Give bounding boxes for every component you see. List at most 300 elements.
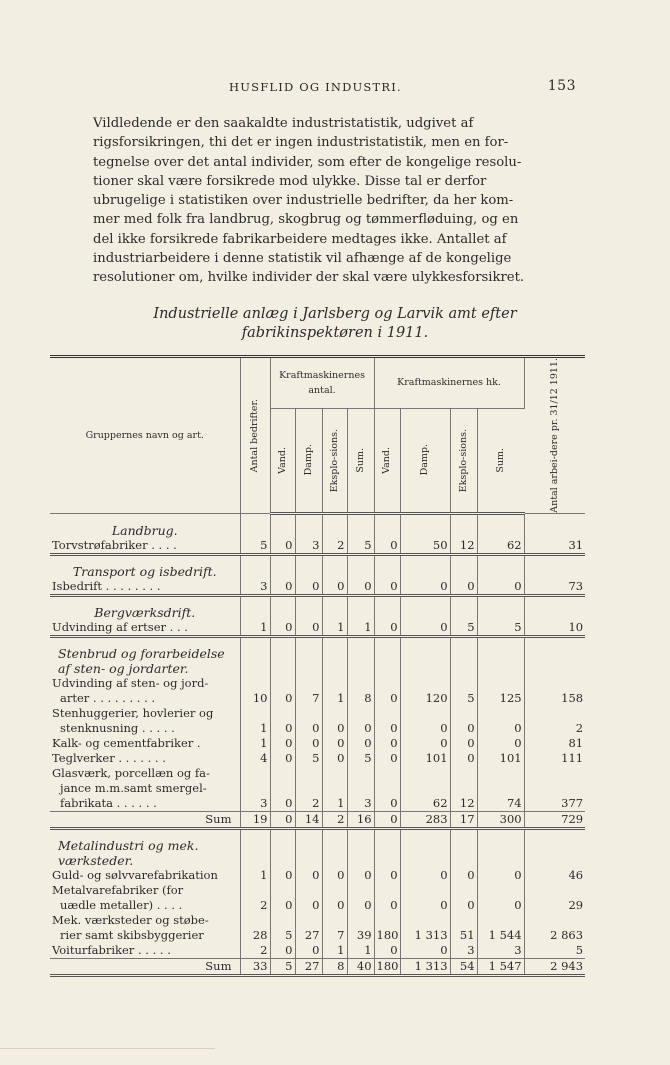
empty-cell [374,676,400,691]
value-cell: 1 547 [477,958,524,975]
row-label: Mek. værksteder og støbe- [50,913,240,928]
value-cell: 3 [240,579,270,596]
empty-cell [322,676,347,691]
header-group: Gruppernes navn og art. [50,357,240,514]
row-label: uædle metaller) . . . . [50,898,240,913]
empty-cell [347,781,374,796]
value-cell: 0 [374,751,400,766]
empty-cell [347,853,374,868]
empty-cell [524,646,585,661]
header-kraft-hk: Kraftmaskinernes hk. [374,357,524,409]
empty-cell [295,595,322,605]
section-title-row [50,564,585,579]
value-cell: 0 [347,736,374,751]
value-cell: 1 544 [477,928,524,943]
empty-cell [450,828,477,838]
empty-cell [400,554,450,564]
value-cell: 0 [400,898,450,913]
empty-cell [524,523,585,538]
row-label: Udvinding af ertser . . . [50,620,240,637]
value-cell: 5 [450,620,477,637]
value-cell: 377 [561,795,584,810]
empty-cell [374,766,400,781]
empty-cell [322,636,347,646]
value-cell: 0 [374,620,400,637]
value-cell: 0 [347,868,374,883]
empty-cell [270,605,295,620]
empty-cell [240,523,270,538]
value-cell: 46 [568,867,584,882]
empty-cell [295,564,322,579]
value-cell: 125 [477,691,524,706]
empty-cell [400,676,450,691]
empty-cell [322,838,347,853]
empty-cell [400,661,450,676]
paragraph-line: tioner skal være forsikrede mod ulykke. Disse tal er derfor [93,173,487,189]
value-cell: 50 [400,538,450,555]
row-label: Guld- og sølvvarefabrikation [50,868,240,883]
value-cell: 74 [477,796,524,812]
row-label: af sten- og jordarter. [50,661,240,676]
empty-cell [450,706,477,721]
empty-cell [477,646,524,661]
spacer-row [50,513,585,523]
empty-cell [295,661,322,676]
row-label: Sum [50,958,240,975]
table-row [50,898,585,913]
value-cell: 51 [450,928,477,943]
empty-cell [270,706,295,721]
paragraph-line: resolutioner om, hvilke individer der skal være ulykkesforsikret. [93,270,525,286]
value-cell: 0 [270,751,295,766]
empty-cell [322,523,347,538]
value-cell: 16 [347,811,374,828]
header-damp-text: Damp. [302,444,314,476]
spacer-row [50,636,585,646]
row-label: Metalindustri og mek. [50,838,240,853]
section-title-row [50,605,585,620]
table-row [50,943,585,959]
value-cell: 5 [450,691,477,706]
value-cell: 1 [240,721,270,736]
value-cell: 2 943 [524,958,585,975]
value-cell: 0 [347,898,374,913]
value-cell: 3 [450,943,477,959]
empty-cell [477,766,524,781]
row-label: Isbedrift . . . . . . . . [50,579,240,596]
table-row [50,751,585,766]
empty-cell [240,853,270,868]
empty-cell [322,564,347,579]
value-cell: 0 [322,736,347,751]
empty-cell [400,781,450,796]
value-cell: 54 [450,958,477,975]
header-eksplosions-hk [450,408,477,513]
empty-cell [450,661,477,676]
empty-cell [240,605,270,620]
label-continuation-row [50,781,585,796]
value-cell: 0 [374,538,400,555]
value-cell: 0 [295,898,322,913]
value-cell: 0 [477,868,524,883]
empty-cell [270,636,295,646]
value-cell: 1 [322,943,347,959]
value-cell: 0 [295,620,322,637]
header-vand-text: Vand. [276,446,288,474]
empty-cell [240,513,270,523]
empty-cell [400,766,450,781]
table-row [50,736,585,751]
value-cell: 0 [450,736,477,751]
empty-cell [295,766,322,781]
row-label: værksteder. [50,853,240,868]
empty-cell [295,605,322,620]
empty-cell [295,676,322,691]
value-cell: 5 [347,751,374,766]
empty-cell [374,838,400,853]
empty-cell [347,766,374,781]
header-arbeidere [524,357,585,514]
paragraph-line: tegnelse over det antal individer, som efter de kongelige resolu- [93,154,522,170]
label-continuation-row [50,706,585,721]
empty-cell [347,828,374,838]
value-cell: 0 [374,898,400,913]
value-cell: 3 [295,538,322,555]
empty-cell [374,636,400,646]
section-title-row [50,661,585,676]
empty-cell [270,523,295,538]
empty-cell [524,853,585,868]
empty-cell [524,706,585,721]
empty-cell [322,646,347,661]
industry-table [50,355,585,977]
value-cell: 8 [322,958,347,975]
empty-cell [270,595,295,605]
empty-cell [477,838,524,853]
empty-cell [270,883,295,898]
spacer-row [50,828,585,838]
empty-cell [400,513,450,523]
row-label [50,828,240,838]
value-cell: 12 [450,796,477,812]
value-cell: 0 [270,620,295,637]
value-cell: 0 [400,868,450,883]
empty-cell [270,838,295,853]
empty-cell [400,564,450,579]
empty-cell [240,554,270,564]
empty-cell [270,564,295,579]
table-row [50,796,585,812]
page-edge-line [0,1048,215,1049]
empty-cell [524,513,585,523]
empty-cell [400,595,450,605]
value-cell: 5 [575,942,584,957]
value-cell: 0 [270,736,295,751]
empty-cell [450,853,477,868]
empty-cell [450,605,477,620]
value-cell: 0 [270,691,295,706]
empty-cell [374,595,400,605]
value-cell: 2 [322,811,347,828]
value-cell: 2 [575,720,584,735]
value-cell: 0 [450,751,477,766]
value-cell: 0 [477,721,524,736]
empty-cell [347,661,374,676]
empty-cell [374,828,400,838]
value-cell: 0 [374,691,400,706]
value-cell: 0 [374,796,400,812]
empty-cell [400,523,450,538]
paragraph-line: del ikke forsikrede fabrikarbeidere medtages ikke. Antallet af [93,231,507,247]
value-cell: 0 [270,579,295,596]
empty-cell [270,646,295,661]
empty-cell [450,523,477,538]
empty-cell [295,523,322,538]
empty-cell [240,676,270,691]
value-cell: 180 [374,928,400,943]
spacer-row [50,554,585,564]
paragraph-line: Vildledende er den saakaldte industristatistik, udgivet af [93,116,474,131]
value-cell: 0 [374,868,400,883]
value-cell: 2 [240,943,270,959]
empty-cell [400,853,450,868]
empty-cell [270,766,295,781]
empty-cell [477,706,524,721]
value-cell: 0 [322,751,347,766]
empty-cell [347,636,374,646]
empty-cell [295,853,322,868]
value-cell: 180 [374,958,400,975]
empty-cell [270,913,295,928]
value-cell: 3 [477,943,524,959]
empty-cell [450,781,477,796]
value-cell: 12 [450,538,477,555]
value-cell: 73 [524,579,585,596]
value-cell: 0 [450,721,477,736]
value-cell: 0 [400,620,450,637]
value-cell: 39 [347,928,374,943]
sum-row [50,811,585,828]
paragraph-line: industriarbeidere i denne statistik vil afhænge af de kongelige [93,251,512,267]
empty-cell [450,636,477,646]
header-vand-hk-text: Vand. [381,446,393,474]
empty-cell [322,853,347,868]
empty-cell [322,883,347,898]
page-number: 153 [547,78,576,94]
empty-cell [295,913,322,928]
empty-cell [524,883,585,898]
value-cell: 0 [347,721,374,736]
value-cell: 0 [295,579,322,596]
row-label: Sum [50,811,240,828]
empty-cell [374,883,400,898]
empty-cell [450,595,477,605]
empty-cell [240,766,270,781]
value-cell: 29 [568,897,584,912]
sum-row [50,958,585,975]
section-title-row [50,838,585,853]
value-cell: 62 [477,538,524,555]
value-cell: 1 313 [400,928,450,943]
value-cell: 5 [295,751,322,766]
value-cell: 158 [561,690,584,705]
value-cell: 19 [240,811,270,828]
empty-cell [524,676,585,691]
empty-cell [524,595,585,605]
empty-cell [295,883,322,898]
value-cell: 0 [477,898,524,913]
empty-cell [524,564,585,579]
header-eksplosions [322,408,347,513]
empty-cell [374,913,400,928]
row-label: rier samt skibsbyggerier [50,928,240,943]
value-cell: 4 [240,751,270,766]
value-cell: 27 [295,958,322,975]
header-antal-bedrifter [240,357,270,514]
value-cell: 5 [347,538,374,555]
value-cell: 1 [322,691,347,706]
row-label [50,513,240,523]
value-cell: 0 [374,721,400,736]
header-sum-text: Sum. [354,447,366,473]
empty-cell [400,706,450,721]
value-cell: 0 [295,868,322,883]
empty-cell [400,636,450,646]
value-cell: 0 [374,943,400,959]
value-cell: 0 [322,898,347,913]
value-cell: 120 [400,691,450,706]
value-cell: 10 [240,691,270,706]
value-cell: 0 [295,721,322,736]
row-label: stenknusning . . . . . [50,721,240,736]
value-cell: 17 [450,811,477,828]
row-label: Stenhuggerier, hovlerier og [50,706,240,721]
row-label: Transport og isbedrift. [50,564,240,579]
value-cell: 0 [270,868,295,883]
section-title-row [50,523,585,538]
empty-cell [524,828,585,838]
label-continuation-row [50,766,585,781]
label-continuation-row [50,676,585,691]
empty-cell [240,636,270,646]
table-body [50,513,585,975]
value-cell: 1 [322,620,347,637]
table-row [50,538,585,555]
value-cell: 0 [450,868,477,883]
empty-cell [450,838,477,853]
value-cell: 0 [374,736,400,751]
empty-cell [240,661,270,676]
empty-cell [347,838,374,853]
empty-cell [347,523,374,538]
value-cell: 0 [374,579,400,596]
empty-cell [524,636,585,646]
empty-cell [450,564,477,579]
table-row [50,868,585,883]
empty-cell [450,676,477,691]
row-label: Udvinding af sten- og jord- [50,676,240,691]
table-row [50,579,585,596]
empty-cell [374,661,400,676]
empty-cell [374,781,400,796]
empty-cell [450,513,477,523]
empty-cell [374,513,400,523]
header-damp-hk [400,408,450,513]
value-cell: 0 [400,579,450,596]
empty-cell [477,781,524,796]
value-cell: 28 [240,928,270,943]
empty-cell [322,781,347,796]
empty-cell [400,646,450,661]
empty-cell [400,828,450,838]
paragraph-line: ubrugelige i statistiken over industrielle bedrifter, da her kom- [93,193,514,209]
value-cell: 2 [295,796,322,812]
value-cell: 62 [400,796,450,812]
empty-cell [240,883,270,898]
value-cell: 0 [270,943,295,959]
value-cell: 8 [347,691,374,706]
value-cell: 7 [322,928,347,943]
section-title-row [50,646,585,661]
row-label: arter . . . . . . . . . [50,691,240,706]
value-cell: 0 [322,579,347,596]
empty-cell [240,781,270,796]
value-cell: 300 [477,811,524,828]
empty-cell [477,523,524,538]
empty-cell [477,853,524,868]
empty-cell [322,513,347,523]
empty-cell [477,554,524,564]
empty-cell [477,661,524,676]
empty-cell [270,828,295,838]
empty-cell [374,646,400,661]
value-cell: 111 [561,750,584,765]
value-cell: 40 [347,958,374,975]
row-label: Stenbrud og forarbeidelse [50,646,240,661]
row-label [50,554,240,564]
header-arbeidere-text: Antal arbei-dere pr. 31/12 1911. [548,358,560,513]
value-cell: 3 [240,796,270,812]
value-cell: 14 [295,811,322,828]
table-row [50,691,585,706]
empty-cell [240,706,270,721]
empty-cell [450,766,477,781]
empty-cell [374,605,400,620]
empty-cell [347,554,374,564]
empty-cell [240,838,270,853]
empty-cell [347,513,374,523]
empty-cell [322,661,347,676]
row-label: Teglverker . . . . . . . [50,751,240,766]
empty-cell [322,828,347,838]
paragraph-line: mer med folk fra landbrug, skogbrug og tømmerfløduing, og en [93,212,519,228]
value-cell: 0 [322,721,347,736]
empty-cell [270,853,295,868]
value-cell: 33 [240,958,270,975]
empty-cell [240,595,270,605]
empty-cell [374,564,400,579]
header-sum-hk-text: Sum. [494,447,506,473]
empty-cell [240,646,270,661]
value-cell: 0 [400,943,450,959]
table-row [50,928,585,943]
empty-cell [295,828,322,838]
empty-cell [240,828,270,838]
empty-cell [347,564,374,579]
empty-cell [477,676,524,691]
empty-cell [374,706,400,721]
value-cell: 5 [270,928,295,943]
